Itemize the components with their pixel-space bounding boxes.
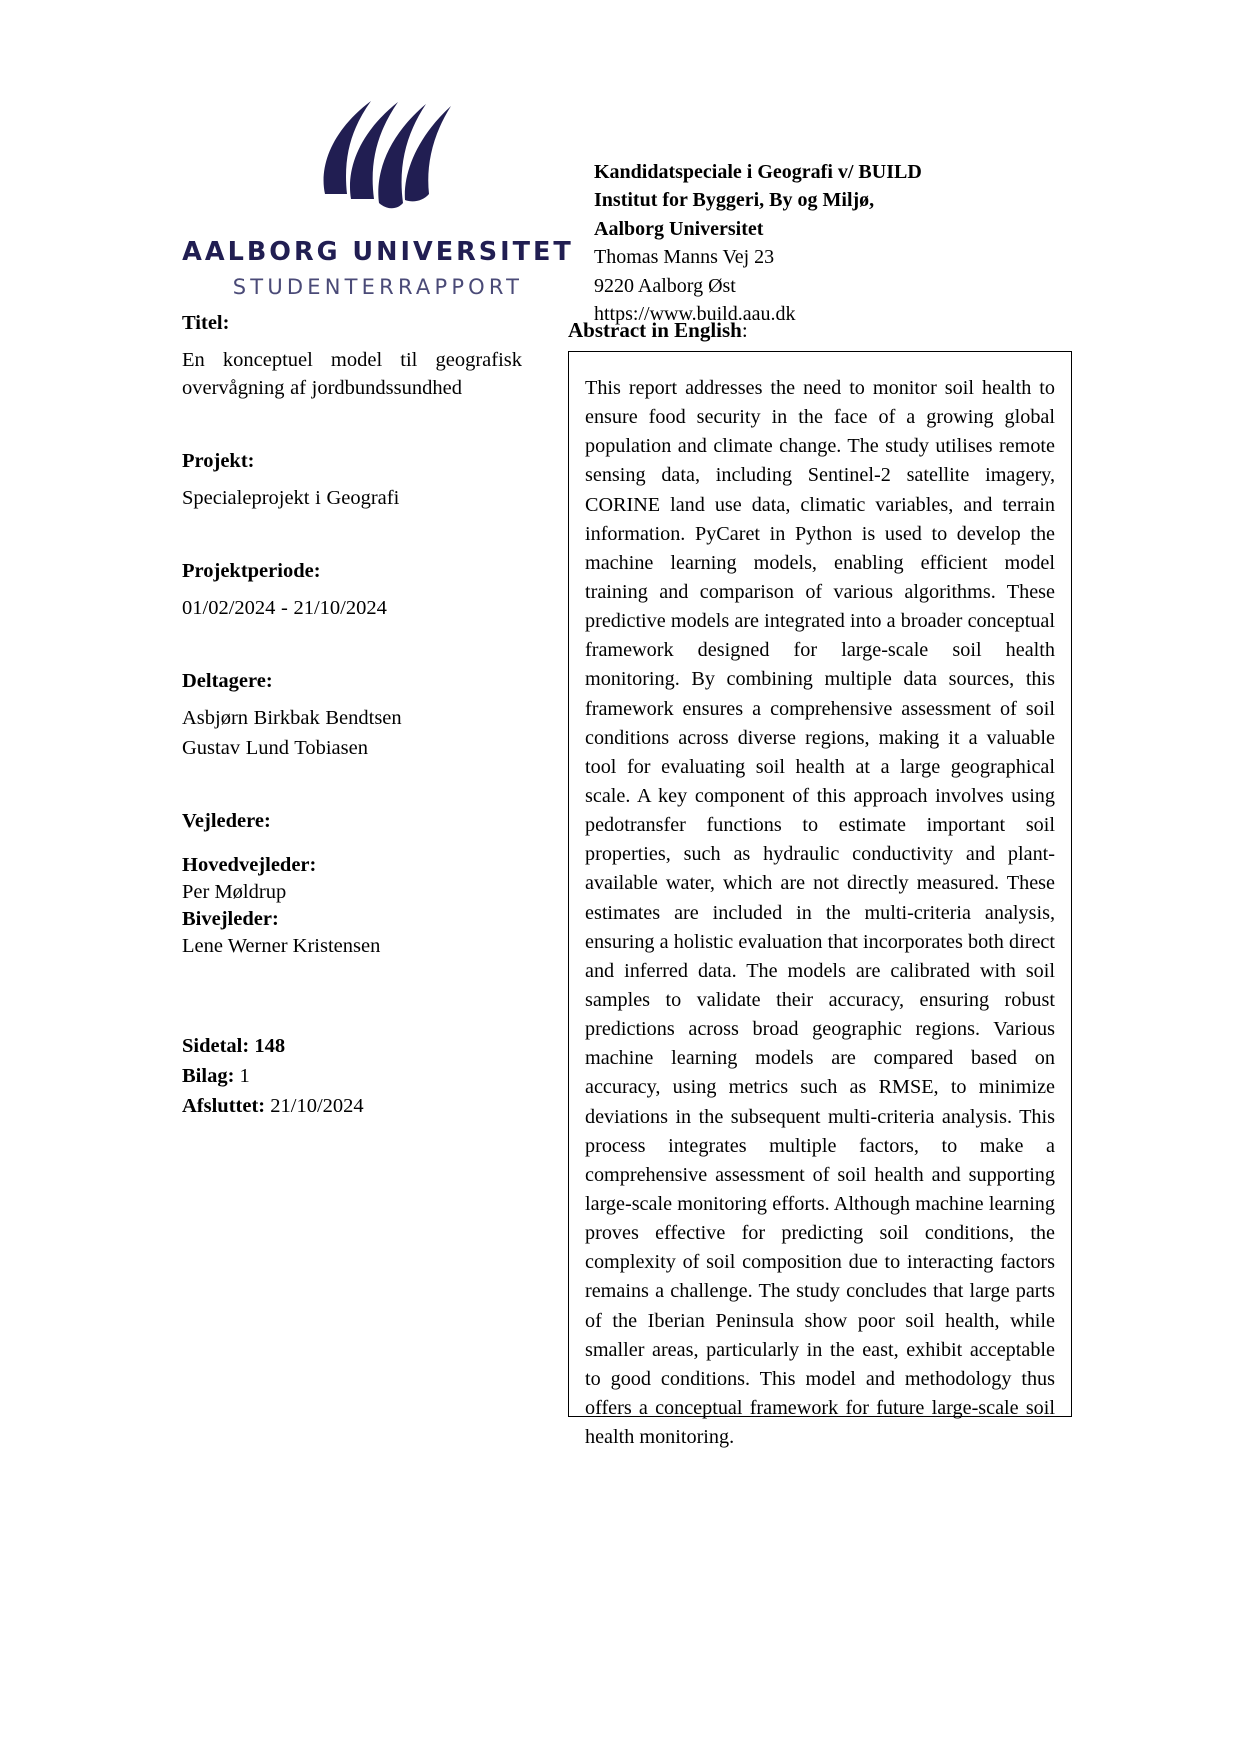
participants-label: Deltagere:: [182, 670, 273, 693]
address-line: Aalborg Universitet: [594, 217, 764, 240]
co-supervisor-label: Bivejleder:: [182, 908, 279, 931]
completed-value: 21/10/2024: [270, 1094, 364, 1117]
completed-line: [182, 1092, 522, 1122]
address-line: Institut for Byggeri, By og Miljø,: [594, 189, 875, 212]
co-supervisor-name: Lene Werner Kristensen: [182, 935, 381, 958]
abstract-heading-text: Abstract in English: [568, 318, 742, 342]
page-count-value: 148: [254, 1035, 286, 1058]
aau-swoosh-logo-icon: [293, 95, 463, 220]
report-metadata-column: [182, 310, 522, 1121]
participant-name: Asbjørn Birkbak Bendtsen: [182, 706, 402, 729]
project-field: [182, 448, 522, 512]
completed-label: Afsluttet:: [182, 1094, 266, 1117]
project-label: Projekt:: [182, 450, 255, 473]
appendix-label: Bilag:: [182, 1064, 235, 1087]
page-count-line: [182, 1032, 522, 1062]
institute-address-block: [594, 158, 1074, 328]
title-field: [182, 310, 522, 402]
address-line: 9220 Aalborg Øst: [594, 274, 736, 297]
appendix-line: [182, 1062, 522, 1092]
page-count-label: Sidetal:: [182, 1035, 250, 1058]
abstract-box: [568, 351, 1072, 1449]
abstract-text: This report addresses the need to monitor soil health to ensure food security in the face of a growing global population and climate change. The study utilises remote sensing data, including Sentinel-2 satellite imagery, CORINE land use data, climatic variables, and terrain information. PyCaret in Python is used to develop the machine learning models, enabling efficient model training and comparison of various algorithms. These predictive models are integrated into a broader conceptual framework designed for large-scale soil health monitoring. By combining multiple data sources, this framework ensures a comprehensive assessment of soil conditions across diverse regions, making it a valuable tool for evaluating soil health at a large geographical scale. A key component of this approach involves using pedotransfer functions to estimate important soil properties, such as hydraulic conductivity and plant-available water, which are not directly measured. These estimates are included in the multi-criteria analysis, ensuring a holistic evaluation that incorporates both direct and inferred data. The models are calibrated with soil samples to validate their accuracy, ensuring robust predictions across broad geographic regions. Various machine learning models are compared based on accuracy, using metrics such as RMSE, to minimize deviations in the subsequent multi-criteria analysis. This process integrates multiple factors, to make a comprehensive assessment of soil health and supporting large-scale monitoring efforts. Although machine learning proves effective for predicting soil conditions, the complexity of soil composition due to interacting factors remains a challenge. The study concludes that large parts of the Iberian Peninsula show poor soil health, while smaller areas, particularly in the east, exhibit acceptable to good conditions. This model and methodology thus offers a conceptual framework for future large-scale soil health monitoring.: [585, 377, 1055, 1449]
address-website[interactable]: https://www.build.aau.dk: [594, 302, 796, 325]
appendix-value: 1: [239, 1064, 250, 1087]
participant-name: Gustav Lund Tobiasen: [182, 737, 368, 760]
aau-subline: STUDENTERRAPPORT: [232, 275, 524, 300]
address-line: Thomas Manns Vej 23: [594, 246, 775, 269]
spacer: [182, 1006, 522, 1032]
participants-field: [182, 668, 522, 762]
title-label: Titel:: [182, 312, 230, 334]
project-period-value: 01/02/2024 - 21/10/2024: [182, 596, 387, 619]
title-value: En konceptuel model til geografisk overvågning af jordbundssundhed: [182, 348, 522, 399]
project-period-field: [182, 558, 522, 622]
project-period-label: Projektperiode:: [182, 560, 321, 583]
main-supervisor-label: Hovedvejleder:: [182, 854, 317, 877]
abstract-heading: [568, 318, 748, 343]
supervisors-field: [182, 808, 522, 960]
abstract-heading-colon: :: [741, 318, 748, 342]
project-value: Specialeprojekt i Geografi: [182, 486, 400, 509]
aau-wordmark: AALBORG UNIVERSITET: [182, 237, 574, 267]
page-count-field: [182, 1032, 522, 1121]
supervisors-label: Vejledere:: [182, 810, 271, 833]
aau-logo-block: [178, 95, 578, 299]
address-line: Kandidatspeciale i Geografi v/ BUILD: [594, 161, 922, 183]
main-supervisor-name: Per Møldrup: [182, 881, 287, 904]
